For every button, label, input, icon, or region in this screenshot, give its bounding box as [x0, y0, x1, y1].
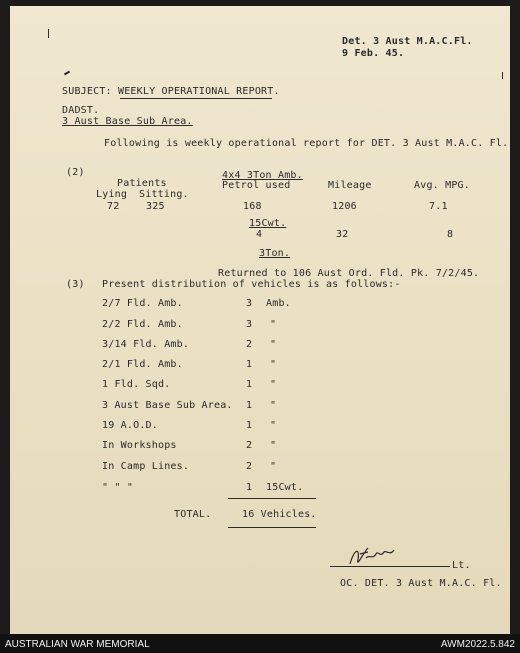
section3-intro: Present distribution of vehicles is as follows:-: [102, 279, 401, 290]
vehicle-type: ": [270, 339, 277, 350]
petrol-label: Petrol used: [222, 180, 291, 191]
signature-line: [330, 566, 450, 567]
total-rule-top: [228, 498, 316, 499]
vehicle-type: ": [270, 400, 277, 411]
vehicle-count: 2: [246, 461, 253, 472]
amb-label: 4x4 3Ton Amb.: [222, 170, 303, 181]
footer-right: AWM2022.5.842: [440, 639, 515, 650]
header-date: 9 Feb. 45.: [342, 48, 405, 59]
unit-name: 3 Aust Base Sub Area.: [102, 400, 233, 411]
unit-name: In Workshops: [102, 440, 177, 451]
signature-rank: Lt.: [452, 560, 471, 571]
vehicle-count: 1: [246, 482, 253, 493]
archive-footer: [0, 634, 520, 653]
vehicle-type: ": [270, 359, 277, 370]
mpg-value: 7.1: [429, 201, 448, 212]
total-label: TOTAL.: [174, 509, 212, 520]
unit-name: In Camp Lines.: [102, 461, 190, 472]
vehicle-type: ": [270, 379, 277, 390]
unit-name: " " ": [102, 482, 134, 493]
intro-text: Following is weekly operational report for DET. 3 Aust M.A.C. Fl.: [104, 138, 509, 149]
total-rule-bottom: [228, 527, 316, 528]
lying-label: Lying: [96, 189, 128, 200]
tick-mark: [64, 71, 70, 76]
vehicle-type: ": [270, 319, 277, 330]
vehicle-count: 1: [246, 359, 253, 370]
cwt-mpg-value: 8: [447, 229, 454, 240]
mileage-label: Mileage: [328, 180, 372, 191]
unit-name: 19 A.O.D.: [102, 420, 158, 431]
footer-left: AUSTRALIAN WAR MEMORIAL: [5, 639, 150, 650]
ton-label: 3Ton.: [259, 248, 291, 259]
mileage-value: 1206: [332, 201, 357, 212]
addressee-line2: 3 Aust Base Sub Area.: [62, 116, 193, 127]
subject-line: SUBJECT: WEEKLY OPERATIONAL REPORT.: [62, 86, 280, 97]
cwt-mileage-value: 32: [336, 229, 349, 240]
sitting-value: 325: [146, 201, 165, 212]
document-page: [10, 6, 510, 634]
unit-name: 3/14 Fld. Amb.: [102, 339, 190, 350]
unit-name: 2/1 Fld. Amb.: [102, 359, 183, 370]
unit-name: 2/7 Fld. Amb.: [102, 298, 183, 309]
addressee-line1: DADST.: [62, 105, 100, 116]
vehicle-type: ": [270, 461, 277, 472]
mpg-label: Avg. MPG.: [414, 180, 470, 191]
vehicle-type: ": [270, 440, 277, 451]
total-value: 16 Vehicles.: [242, 509, 317, 520]
tick-mark: [48, 29, 49, 38]
sitting-label: Sitting.: [139, 189, 189, 200]
header-det: Det. 3 Aust M.A.C.Fl.: [342, 36, 473, 47]
vehicle-count: 2: [246, 339, 253, 350]
vehicle-count: 1: [246, 379, 253, 390]
vehicle-type: ": [270, 420, 277, 431]
cwt-petrol-value: 4: [256, 229, 263, 240]
vehicle-count: 1: [246, 400, 253, 411]
cwt-label: 15Cwt.: [249, 218, 287, 229]
vehicle-count: 3: [246, 319, 253, 330]
vehicle-count: 1: [246, 420, 253, 431]
section2-number: (2): [66, 167, 85, 178]
vehicle-count: 3: [246, 298, 253, 309]
returned-note: Returned to 106 Aust Ord. Fld. Pk. 7/2/45.: [218, 268, 480, 279]
vehicle-type: Amb.: [266, 298, 291, 309]
signature-title: OC. DET. 3 Aust M.A.C. Fl.: [340, 578, 502, 589]
vehicle-count: 2: [246, 440, 253, 451]
tick-mark: [502, 72, 503, 79]
petrol-value: 168: [243, 201, 262, 212]
vehicle-type: 15Cwt.: [266, 482, 304, 493]
unit-name: 2/2 Fld. Amb.: [102, 319, 183, 330]
patients-label: Patients: [117, 178, 167, 189]
unit-name: 1 Fld. Sqd.: [102, 379, 171, 390]
lying-value: 72: [107, 201, 120, 212]
section3-number: (3): [66, 279, 85, 290]
subject-underline: [120, 98, 272, 99]
